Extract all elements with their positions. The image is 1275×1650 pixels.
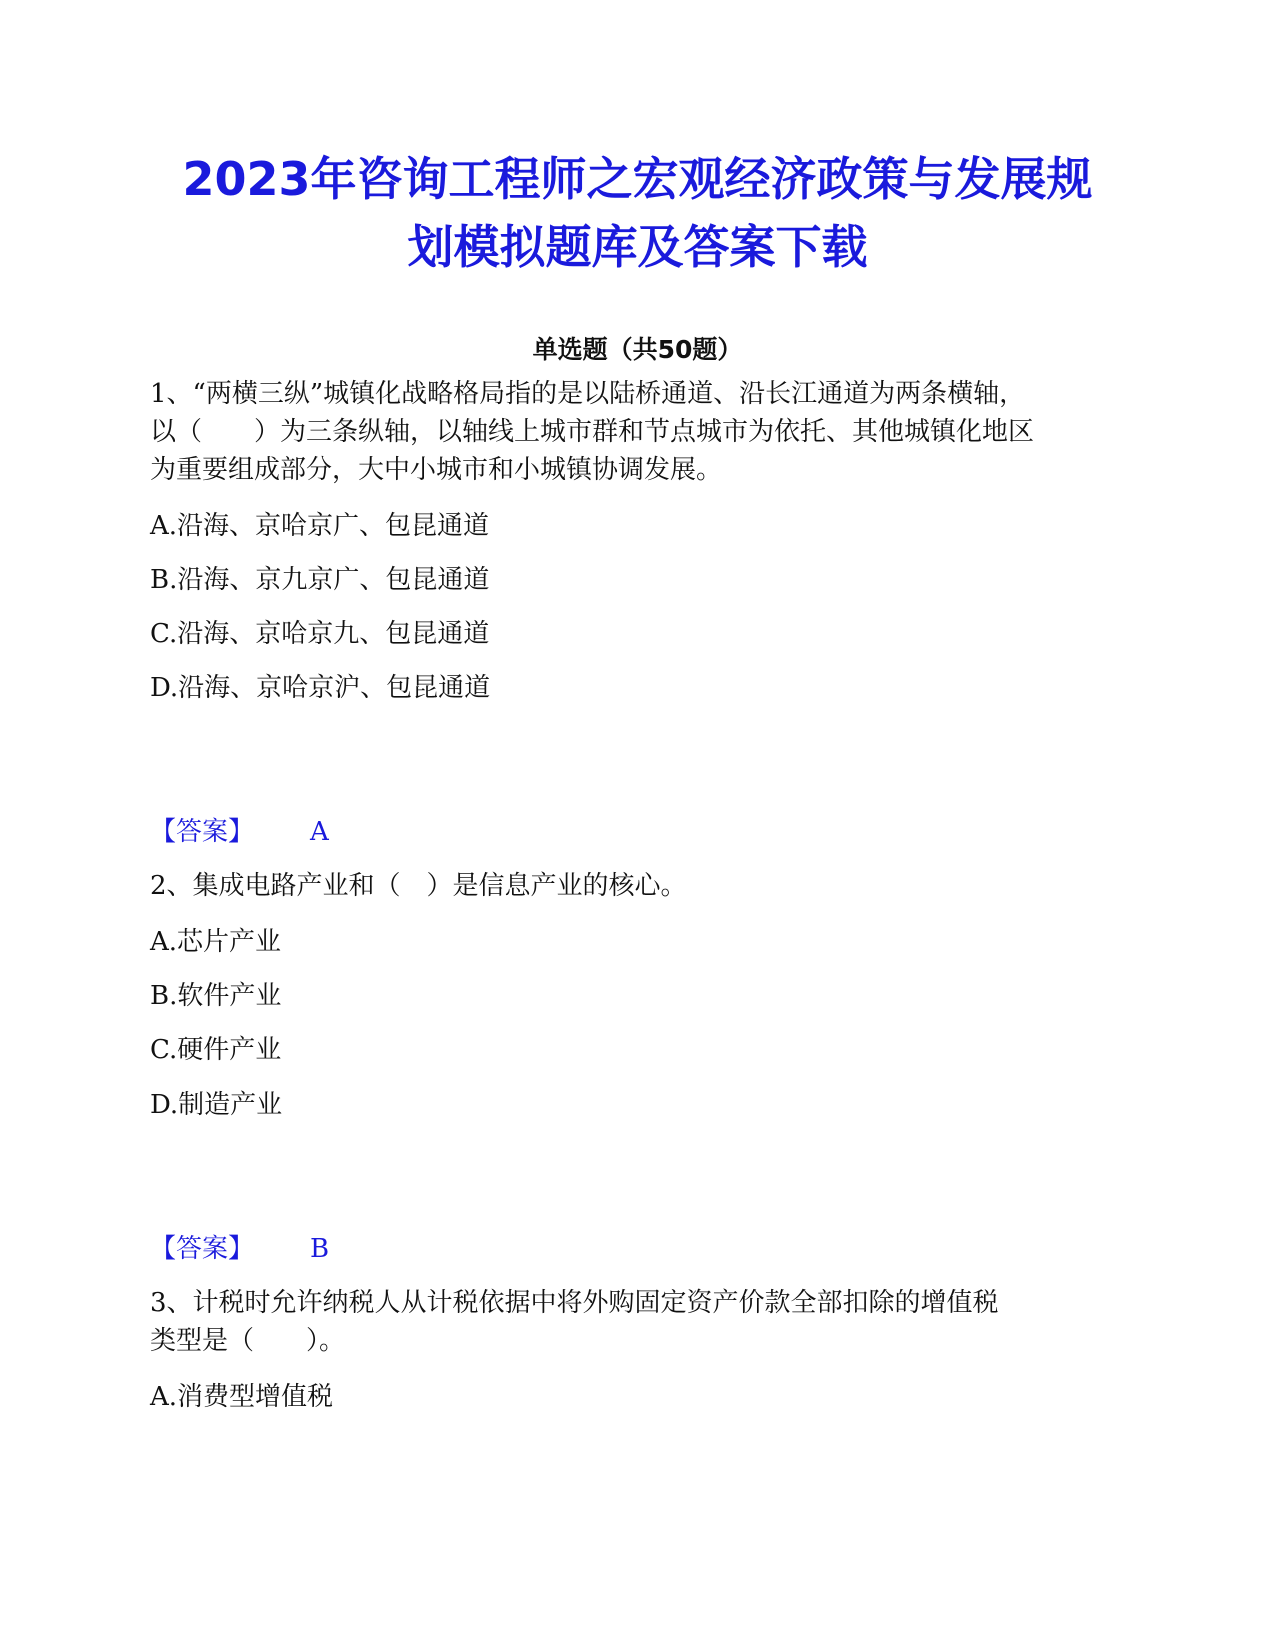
question-2-stem <box>150 867 1110 905</box>
question-1-option-c: C.沿海、京哈京九、包昆通道 <box>150 619 490 649</box>
question-2-option-a: A.芯片产业 <box>150 927 282 957</box>
question-1-stem-line: 为重要组成部分，大中小城市和小城镇协调发展。 <box>150 455 723 485</box>
question-2-stem-line: 2、集成电路产业和（ ）是信息产业的核心。 <box>150 871 687 901</box>
question-3-option-a: A.消费型增值税 <box>150 1382 334 1412</box>
section-heading: 单选题（共50题） <box>532 335 743 364</box>
question-3-stem <box>150 1284 1110 1360</box>
question-3-stem-line: 3、计税时允许纳税人从计税依据中将外购固定资产价款全部扣除的增值税 <box>150 1288 999 1318</box>
question-2-answer-label: 【答案】 <box>150 1234 255 1264</box>
question-1-stem-line: 以（ ）为三条纵轴，以轴线上城市群和节点城市为依托、其他城镇化地区 <box>150 417 1035 447</box>
question-3-stem-line: 类型是（ ）。 <box>150 1326 346 1356</box>
question-2-option-c: C.硬件产业 <box>150 1035 282 1065</box>
document-title-line-1: 2023年咨询工程师之宏观经济政策与发展规 <box>182 152 1093 206</box>
question-1-stem-line: 1、“两横三纵”城镇化战略格局指的是以陆桥通道、沿长江通道为两条横轴， <box>150 379 1026 409</box>
question-2-option-d: D.制造产业 <box>150 1090 283 1120</box>
question-1-option-a: A.沿海、京哈京广、包昆通道 <box>150 511 490 541</box>
question-1-answer-value: A <box>310 817 329 847</box>
question-1-option-b: B.沿海、京九京广、包昆通道 <box>150 565 490 595</box>
question-1-answer-label: 【答案】 <box>150 817 255 847</box>
question-2-answer-value: B <box>310 1234 330 1264</box>
question-1-stem <box>150 375 1110 489</box>
question-1-option-d: D.沿海、京哈京沪、包昆通道 <box>150 673 491 703</box>
question-2-option-b: B.软件产业 <box>150 981 282 1011</box>
document-title-line-2: 划模拟题库及答案下载 <box>407 220 868 274</box>
